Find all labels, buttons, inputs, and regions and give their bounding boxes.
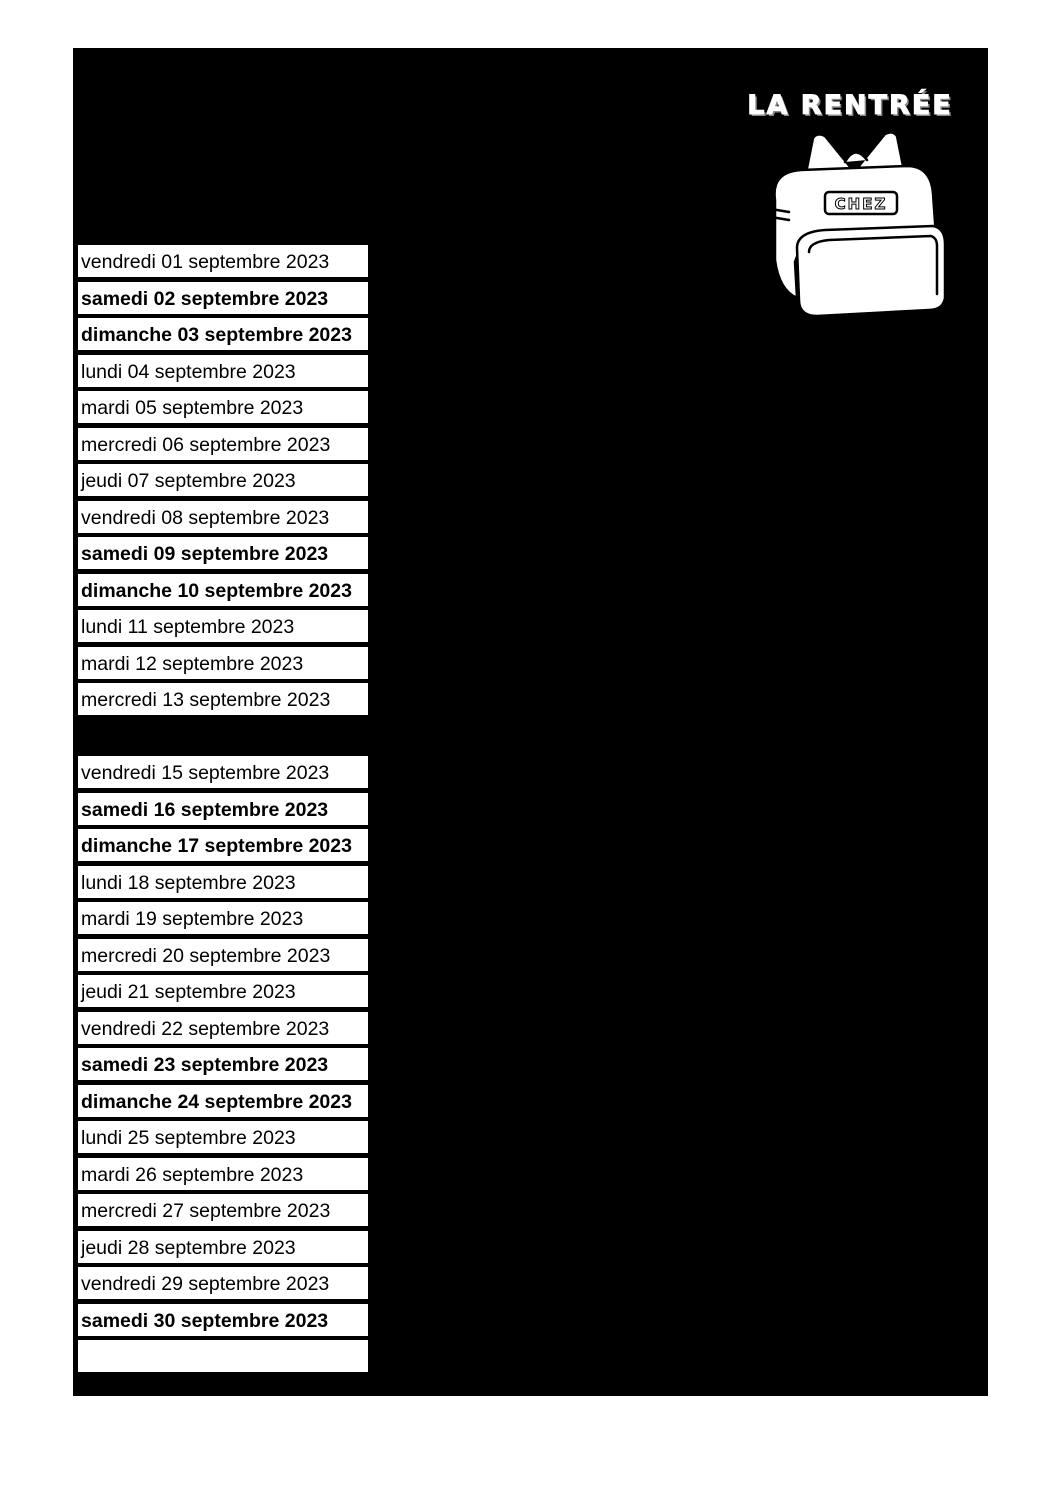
day-row: lundi 04 septembre 2023	[77, 354, 369, 388]
day-row: dimanche 03 septembre 2023	[77, 317, 369, 351]
day-row: vendredi 29 septembre 2023	[77, 1266, 369, 1300]
day-row: mardi 26 septembre 2023	[77, 1157, 369, 1191]
day-row: mercredi 13 septembre 2023	[77, 682, 369, 716]
day-row: jeudi 07 septembre 2023	[77, 463, 369, 497]
day-row: samedi 02 septembre 2023	[77, 281, 369, 315]
day-row: lundi 11 septembre 2023	[77, 609, 369, 643]
day-row: samedi 30 septembre 2023	[77, 1303, 369, 1337]
day-row: samedi 09 septembre 2023	[77, 536, 369, 570]
day-row: dimanche 10 septembre 2023	[77, 573, 369, 607]
day-row: vendredi 08 septembre 2023	[77, 500, 369, 534]
back-to-school-logo	[725, 90, 975, 322]
logo-title: LA RENTRÉE	[747, 90, 953, 121]
backpack-label: CHEZ	[834, 195, 888, 213]
day-row: lundi 25 septembre 2023	[77, 1120, 369, 1154]
day-row	[77, 1339, 369, 1373]
day-row: mercredi 06 septembre 2023	[77, 427, 369, 461]
day-row: jeudi 21 septembre 2023	[77, 974, 369, 1008]
day-row: vendredi 15 septembre 2023	[77, 755, 369, 789]
day-row: samedi 16 septembre 2023	[77, 792, 369, 826]
day-row: mercredi 27 septembre 2023	[77, 1193, 369, 1227]
day-row: vendredi 01 septembre 2023	[77, 244, 369, 278]
day-row: lundi 18 septembre 2023	[77, 865, 369, 899]
backpack-icon	[755, 130, 955, 320]
day-row: samedi 23 septembre 2023	[77, 1047, 369, 1081]
day-row: dimanche 17 septembre 2023	[77, 828, 369, 862]
day-row: mardi 12 septembre 2023	[77, 646, 369, 680]
day-row: mardi 19 septembre 2023	[77, 901, 369, 935]
day-row: mercredi 20 septembre 2023	[77, 938, 369, 972]
day-row: vendredi 22 septembre 2023	[77, 1011, 369, 1045]
day-row: mardi 05 septembre 2023	[77, 390, 369, 424]
day-row: dimanche 24 septembre 2023	[77, 1084, 369, 1118]
calendar-sheet	[73, 48, 988, 1396]
day-row: jeudi 28 septembre 2023	[77, 1230, 369, 1264]
